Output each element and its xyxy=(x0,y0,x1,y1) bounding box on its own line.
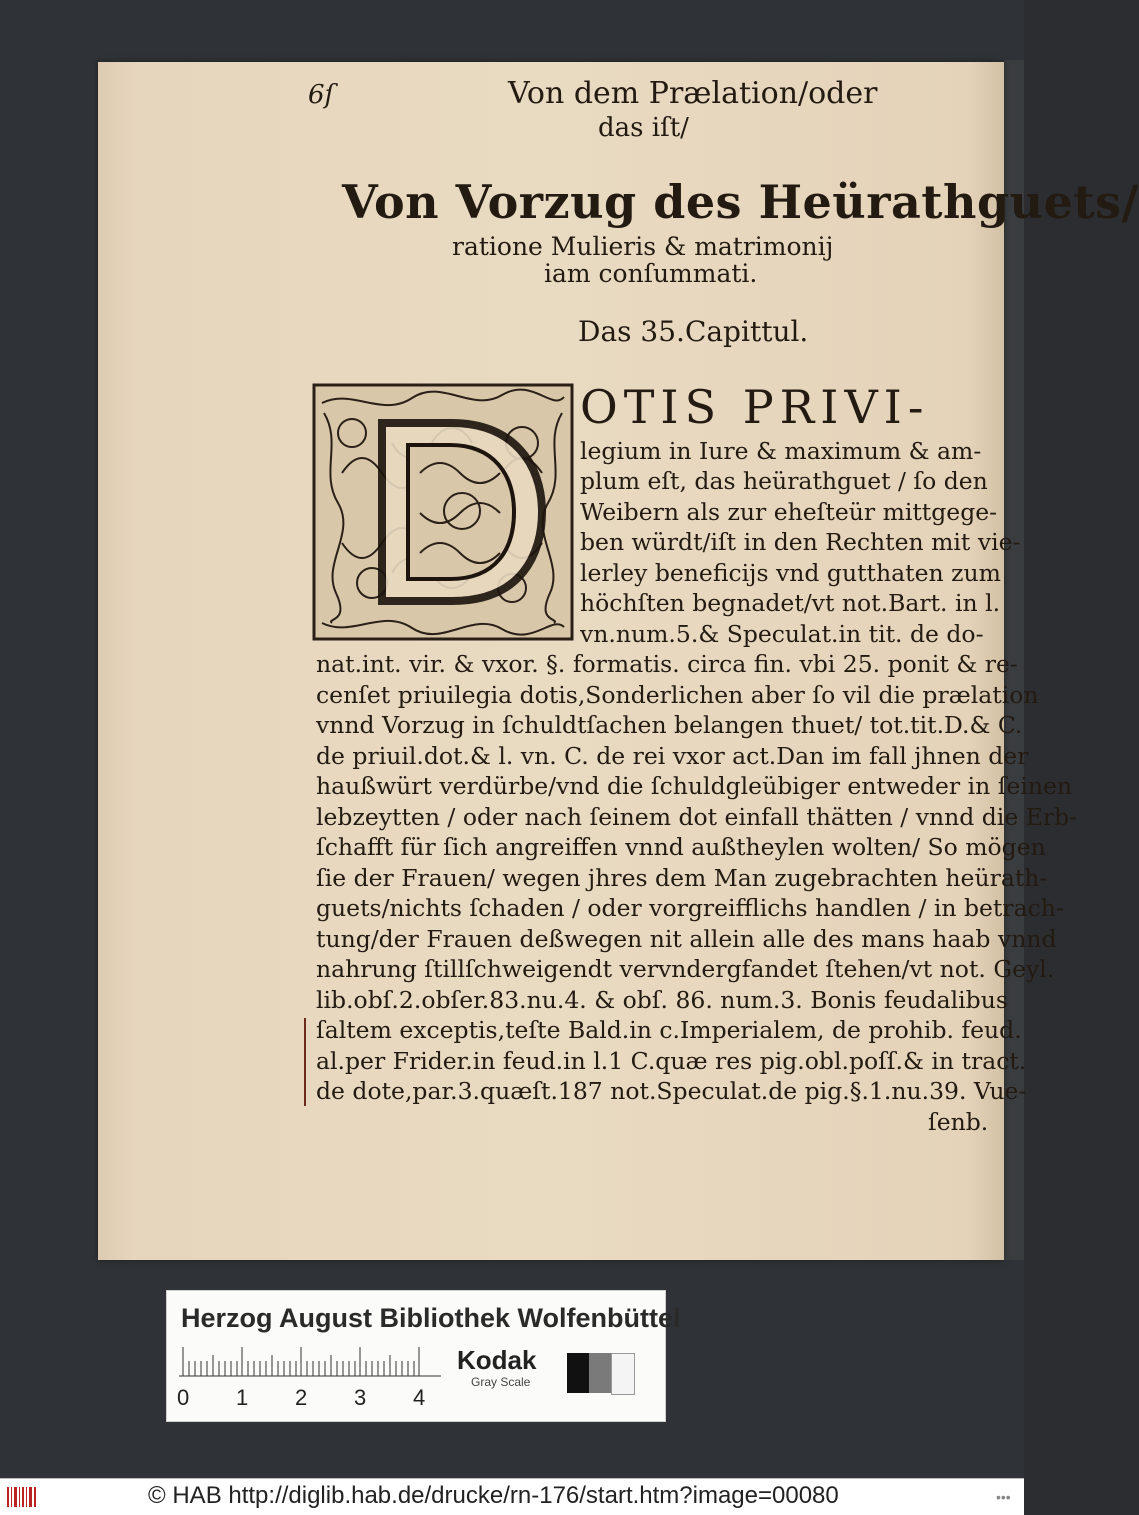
text-line: nat.int. vir. & vxor. §. formatis. circa fin. vbi 25. ponit & re- xyxy=(316,650,1018,678)
catchword: ſenb. xyxy=(928,1108,989,1136)
footer-bar xyxy=(0,1478,1024,1515)
text-line: höchſten begnadet/vt not.Bart. in l. xyxy=(580,589,1001,617)
ruler-label: 1 xyxy=(236,1385,249,1410)
text-line: ſaltem exceptis,teſte Bald.in c.Imperialem, de prohib. feud. xyxy=(316,1016,1022,1044)
text-line: ben würdt/iſt in den Rechten mit vie- xyxy=(580,528,1021,556)
kodak-gray-scale-target xyxy=(166,1290,681,1422)
text-line: cenſet priuilegia dotis,Sonderlichen aber ſo vil die prælation xyxy=(316,681,1039,709)
ruler-label: 4 xyxy=(413,1385,426,1410)
text-line: ſchafft für ſich angreiffen vnnd außtheylen wolten/ So mögen xyxy=(316,833,1046,861)
ruler-label: 3 xyxy=(354,1385,367,1410)
chapter-title: Von Vorzug des Heürathguets/ xyxy=(342,175,1139,229)
gray-scale-label: Gray Scale xyxy=(471,1375,531,1389)
ruler-label: 0 xyxy=(177,1385,190,1410)
text-line: de priuil.dot.& l. vn. C. de rei vxor act.Dan im fall jhnen der xyxy=(316,742,1029,770)
text-line: lebzeytten / oder nach ſeinem dot einfall thätten / vnnd die Erb- xyxy=(316,803,1078,831)
drop-cap-continuation: OTIS PRIVI- xyxy=(580,380,930,434)
more-menu-icon[interactable]: ••• xyxy=(996,1489,1011,1505)
text-line: tung/der Frauen deßwegen nit allein alle des mans haab vnnd xyxy=(316,925,1057,953)
decorated-initial-d-icon xyxy=(312,383,574,641)
running-head: Von dem Prælation/oder xyxy=(508,76,878,111)
text-line: al.per Frider.in feud.in l.1 C.quæ res pig.obl.poſſ.& in tract. xyxy=(316,1047,1027,1075)
text-line: ſie der Frauen/ wegen jhres dem Man zugebrachten heürath- xyxy=(316,864,1048,892)
text-line: de dote,par.3.quæſt.187 not.Speculat.de pig.§.1.nu.39. Vue- xyxy=(316,1077,1027,1105)
library-name: Herzog August Bibliothek Wolfenbüttel xyxy=(181,1303,681,1333)
text-line: vnnd Vorzug in ſchuldtſachen belangen thuet/ tot.tit.D.& C. xyxy=(316,711,1023,739)
kodak-brand: Kodak xyxy=(457,1345,537,1375)
gray-swatch xyxy=(589,1353,611,1393)
text-line: guets/nichts ſchaden / oder vorgreifflichs handlen / in betrach- xyxy=(316,894,1064,922)
text-line: plum eſt, das heürathguet / ſo den xyxy=(580,467,988,495)
marginal-annotation-mark xyxy=(304,1018,306,1106)
white-swatch xyxy=(611,1353,635,1395)
subtitle-line-1: ratione Mulieris & matrimonij xyxy=(452,232,834,261)
copyright-url[interactable]: © HAB http://diglib.hab.de/drucke/rn-176/start.htm?image=00080 xyxy=(148,1482,839,1509)
ruler-label: 2 xyxy=(295,1385,308,1410)
running-head-continued: das iſt/ xyxy=(598,113,689,143)
text-line: lib.obſ.2.obſer.83.nu.4. & obſ. 86. num.3. Bonis feudalibus xyxy=(316,986,1008,1014)
text-line: vn.num.5.& Speculat.in tit. de do- xyxy=(580,620,984,648)
hab-barcode-logo-icon[interactable] xyxy=(6,1485,38,1509)
chapter-number: Das 35.Capittul. xyxy=(578,315,809,348)
text-line: Weibern als zur eheſteür mittgege- xyxy=(580,498,998,526)
subtitle-line-2: iam conſummati. xyxy=(544,259,758,288)
text-line: legium in Iure & maximum & am- xyxy=(580,437,982,465)
page-number: 6ſ xyxy=(308,80,335,110)
text-line: nahrung ſtillſchweigendt vervndergfandet ſtehen/vt not. Geyl. xyxy=(316,955,1055,983)
text-line: lerley beneficijs vnd gutthaten zum xyxy=(580,559,1001,587)
ruler-scale-icon xyxy=(179,1347,441,1377)
black-swatch xyxy=(567,1353,589,1393)
text-line: haußwürt verdürbe/vnd die ſchuldgleübiger entweder in ſeinen xyxy=(316,772,1073,800)
